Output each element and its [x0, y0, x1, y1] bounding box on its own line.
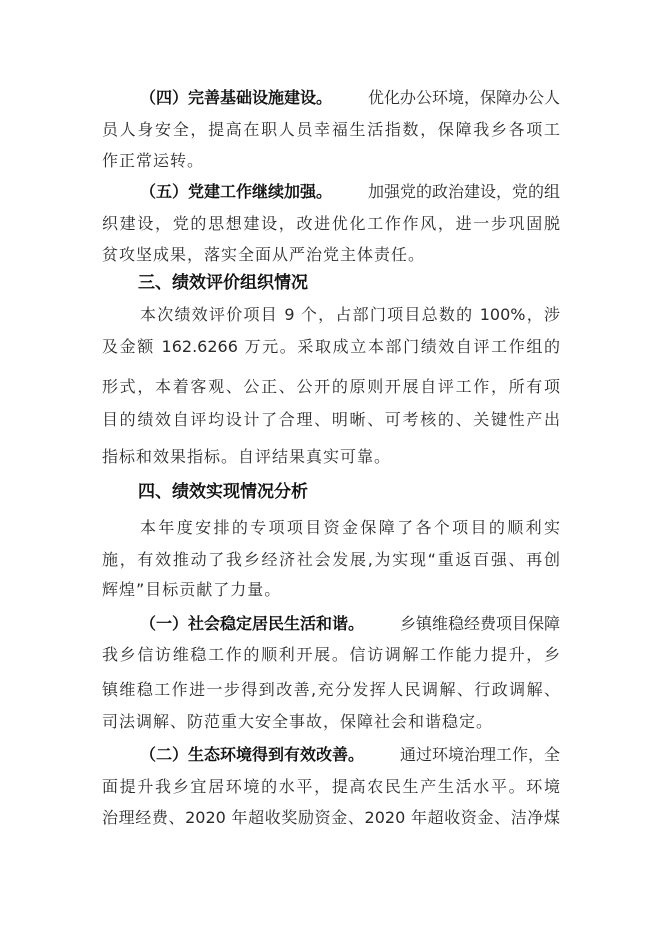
paragraph-lead: （五）党建工作继续加强。 — [140, 182, 333, 201]
paragraph-text: 乡镇维稳经费项目保障 — [399, 614, 560, 633]
paragraph-lead: （四）完善基础设施建设。 — [140, 88, 333, 107]
paragraph-text: 优化办公环境，保障办公人 — [367, 88, 560, 107]
paragraph-line: 辉煌”目标贡献了力量。 — [102, 580, 282, 599]
paragraph-line: 贫攻坚成果，落实全面从严治党主体责任。 — [102, 245, 426, 264]
paragraph-line — [140, 180, 560, 204]
paragraph-line: 我乡信访维稳工作的顺利开展。信访调解工作能力提升，乡 — [102, 645, 560, 664]
paragraph-line: 指标和效果指标。自评结果真实可靠。 — [102, 447, 392, 466]
paragraph-line: 员人身安全，提高在职人员幸福生活指数，保障我乡各项工 — [102, 120, 560, 139]
section-heading: 四、绩效实现情况分析 — [138, 482, 308, 502]
paragraph-text: 加强党的政治建设，党的组 — [367, 182, 560, 201]
paragraph-line: 施，有效推动了我乡经济社会发展,为实现“重返百强、再创 — [102, 550, 560, 569]
paragraph-lead: （一）社会稳定居民生活和谐。 — [140, 614, 365, 633]
paragraph-line: 形式，本着客观、公正、公开的原则开展自评工作，所有项 — [102, 377, 560, 396]
paragraph-line: 面提升我乡宜居环境的水平，提高农民生产生活水平。环境 — [102, 777, 560, 796]
paragraph-line: 目的绩效自评均设计了合理、明晰、可考核的、关键性产出 — [102, 410, 560, 429]
paragraph-line: 镇维稳工作进一步得到改善,充分发挥人民调解、行政调解、 — [102, 680, 560, 699]
section-heading: 三、绩效评价组织情况 — [138, 273, 308, 293]
paragraph-line: 治理经费、2020 年超收奖励资金、2020 年超收资金、洁净煤 — [102, 808, 560, 827]
paragraph-lead: （二）生态环境得到有效改善。 — [140, 745, 365, 764]
paragraph-line: 织建设，党的思想建设，改进优化工作作风，进一步巩固脱 — [102, 214, 560, 233]
paragraph-text: 通过环境治理工作，全 — [399, 745, 560, 764]
paragraph-line: 司法调解、防范重大安全事故，保障社会和谐稳定。 — [102, 712, 494, 731]
paragraph-line: 及金额 162.6266 万元。采取成立本部门绩效自评工作组的 — [102, 337, 560, 356]
paragraph-line: 本次绩效评价项目 9 个，占部门项目总数的 100%，涉 — [140, 305, 560, 324]
paragraph-line: 本年度安排的专项项目资金保障了各个项目的顺利实 — [140, 518, 560, 537]
paragraph-line — [140, 612, 560, 636]
paragraph-line: 作正常运转。 — [102, 151, 205, 170]
paragraph-line — [140, 86, 560, 110]
paragraph-line — [140, 743, 560, 767]
